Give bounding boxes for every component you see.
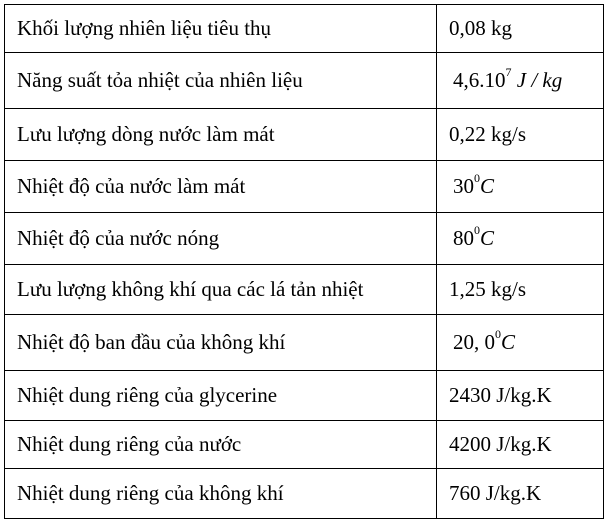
row-value-water-heat: 4200 J/kg.K — [437, 421, 604, 469]
row-value-air-flow: 1,25 kg/s — [437, 265, 604, 315]
value-exponent: 7 — [505, 65, 512, 79]
table-row — [5, 421, 604, 469]
table-row — [5, 371, 604, 421]
value-unit: J / kg — [511, 68, 563, 92]
row-value-air-initial-temp — [437, 315, 604, 371]
row-label-heating-value: Năng suất tỏa nhiệt của nhiên liệu — [5, 53, 437, 109]
value-unit: C — [480, 174, 495, 198]
table-row — [5, 265, 604, 315]
row-label-air-heat: Nhiệt dung riêng của không khí — [5, 469, 437, 519]
row-label-hot-water-temp: Nhiệt độ của nước nóng — [5, 213, 437, 265]
row-value-coolant-flow: 0,22 kg/s — [437, 109, 604, 161]
row-label-glycerine-heat: Nhiệt dung riêng của glycerine — [5, 371, 437, 421]
value-number: 20, 0 — [453, 330, 495, 354]
table-row — [5, 213, 604, 265]
table-row — [5, 5, 604, 53]
value-number: 30 — [453, 174, 474, 198]
value-number: 80 — [453, 226, 474, 250]
value-unit: C — [501, 330, 516, 354]
row-label-air-initial-temp: Nhiệt độ ban đầu của không khí — [5, 315, 437, 371]
table-row — [5, 53, 604, 109]
row-label-coolant-temp: Nhiệt độ của nước làm mát — [5, 161, 437, 213]
row-value-heating-value — [437, 53, 604, 109]
row-value-coolant-temp — [437, 161, 604, 213]
properties-table — [4, 4, 604, 519]
table-row — [5, 315, 604, 371]
value-exponent: 0 — [474, 171, 480, 185]
value-exponent: 0 — [495, 327, 501, 341]
table-row — [5, 109, 604, 161]
table-row — [5, 469, 604, 519]
value-unit: C — [480, 226, 495, 250]
row-label-fuel-mass: Khối lượng nhiên liệu tiêu thụ — [5, 5, 437, 53]
row-value-fuel-mass: 0,08 kg — [437, 5, 604, 53]
value-number: 4,6.10 — [453, 68, 506, 92]
table-row — [5, 161, 604, 213]
value-exponent: 0 — [474, 223, 480, 237]
row-value-glycerine-heat: 2430 J/kg.K — [437, 371, 604, 421]
row-label-coolant-flow: Lưu lượng dòng nước làm mát — [5, 109, 437, 161]
row-label-water-heat: Nhiệt dung riêng của nước — [5, 421, 437, 469]
row-label-air-flow: Lưu lượng không khí qua các lá tản nhiệt — [5, 265, 437, 315]
row-value-hot-water-temp — [437, 213, 604, 265]
row-value-air-heat: 760 J/kg.K — [437, 469, 604, 519]
